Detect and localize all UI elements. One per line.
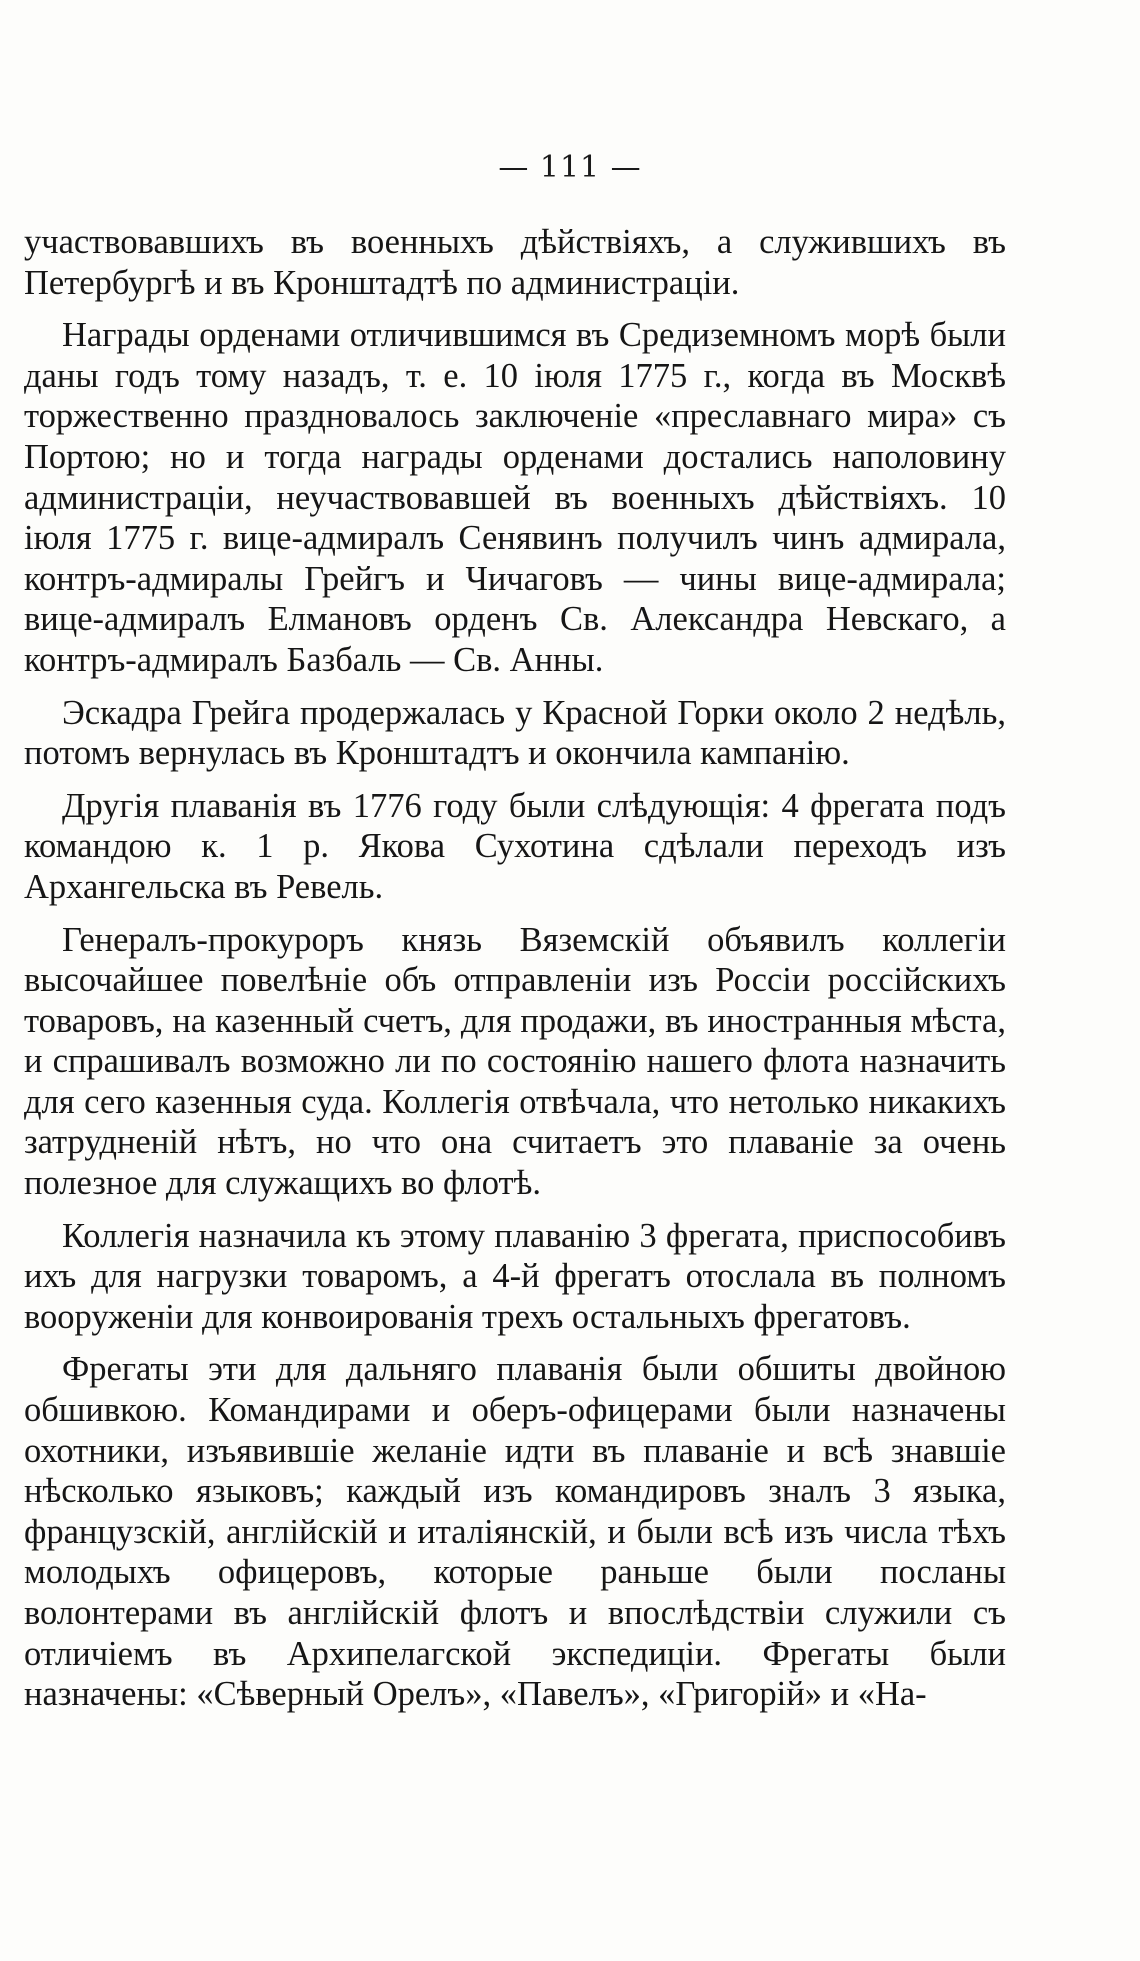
paragraph-continuation: участвовавшихъ въ военныхъ дѣйствіяхъ, а служившихъ въ Петербургѣ и въ Кронштадтѣ по администраціи. [24, 223, 1006, 302]
paragraph-greig-squadron: Эскадра Грейга продержалась у Красной Горки около 2 недѣль, потомъ вернулась въ Кронштадтъ и окончила кампанію. [24, 693, 1006, 773]
paragraph-prosecutor-general: Генералъ-прокуроръ князь Вяземскій объявилъ коллегіи высочайшее повелѣніе объ отправленіи изъ Россіи россійскихъ товаровъ, на казенный счетъ, для продажи, въ иностранныя мѣста, и спрашивалъ возможно ли по состоянію нашего флота назначить для сего казенныя суда. Коллегія отвѣчала, что нетолько никакихъ затрудненій нѣтъ, но что она считаетъ это плаваніе за очень полезное для служащихъ во флотѣ. [24, 920, 1006, 1203]
paragraph-awards: Награды орденами отличившимся въ Средиземномъ морѣ были даны годъ тому назадъ, т. е. 10 іюля 1775 г., когда въ Москвѣ торжественно праздновалось заключеніе «преславнаго мира» съ Портою; но и тогда награды орденами достались наполовину администраціи, неучаствовавшей въ военныхъ дѣйствіяхъ. 10 іюля 1775 г. вице-адмиралъ Сенявинъ получилъ чинъ адмирала, контръ-адмиралы Грейгъ и Чичаговъ — чины вице-адмирала; вице-адмиралъ Елмановъ орденъ Св. Александра Невскаго, а контръ-адмиралъ Базбаль — Св. Анны. [24, 316, 1006, 679]
page-number: — 111 — [498, 150, 642, 185]
paragraph-frigate-sheathing: Фрегаты эти для дальняго плаванія были обшиты двойною обшивкою. Командирами и оберъ-офицерами были назначены охотники, изъявившіе желаніе идти въ плаваніе и всѣ знавшіе нѣсколько языковъ; каждый изъ командировъ зналъ 3 языка, французскій, англійскій и италіянскій, и были всѣ изъ числа тѣхъ молодыхъ офицеровъ, которые раньше были посланы волонтерами въ англійскій флотъ и впослѣдствіи служили съ отличіемъ въ Архипелагской экспедиціи. Фрегаты были назначены: «Сѣверный Орелъ», «Павелъ», «Григорій» и «На- [24, 1350, 1006, 1714]
paragraph-collegium-frigates: Коллегія назначила къ этому плаванію 3 фрегата, приспособивъ ихъ для нагрузки товаромъ, а 4-й фрегатъ отослала въ полномъ вооруженіи для конвоированія трехъ остальныхъ фрегатовъ. [24, 1216, 1006, 1336]
paragraph-other-voyages: Другія плаванія въ 1776 году были слѣдующія: 4 фрегата подъ командою к. 1 р. Якова Сухотина сдѣлали переходъ изъ Архангельска въ Ревель. [24, 786, 1006, 906]
page-text [24, 222, 1006, 1715]
